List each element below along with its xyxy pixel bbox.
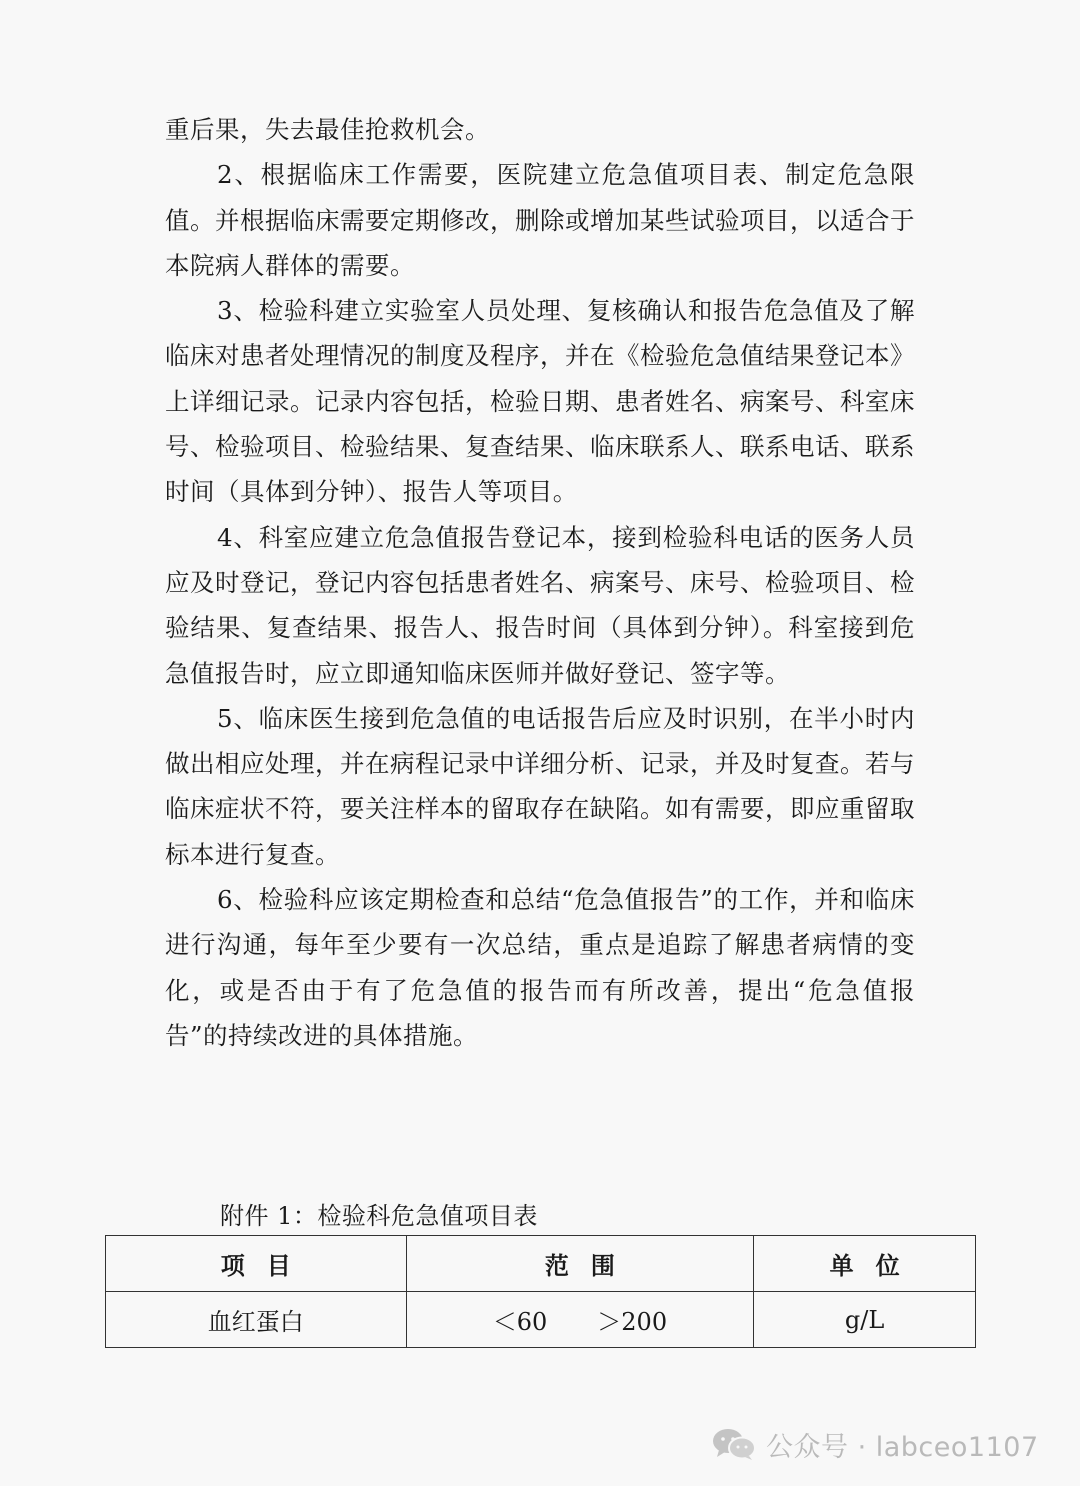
body-text xyxy=(165,107,915,1058)
attachment-title: 附件 1：检验科危急值项目表 xyxy=(220,1202,538,1230)
paragraph-item-5: 5、临床医生接到危急值的电话报告后应及时识别，在半小时内做出相应处理，并在病程记录中详细分析、记录，并及时复查。若与临床症状不符，要关注样本的留取存在缺陷。如有需要，即应重留取标本进行复查。 xyxy=(165,703,915,869)
critical-value-table xyxy=(105,1235,976,1348)
paragraph-continuation: 重后果，失去最佳抢救机会。 xyxy=(165,115,490,144)
header-item: 项目 xyxy=(106,1236,407,1292)
paragraph-item-4: 4、科室应建立危急值报告登记本，接到检验科电话的医务人员应及时登记，登记内容包括患者姓名、病案号、床号、检验项目、检验结果、复查结果、报告人、报告时间（具体到分钟）。科室接到危急值报告时，应立即通知临床医师并做好登记、签字等。 xyxy=(165,522,915,688)
table-header-row xyxy=(106,1236,976,1292)
cell-range xyxy=(406,1292,754,1348)
table-row xyxy=(106,1292,976,1348)
paragraph-item-6: 6、检验科应该定期检查和总结“危急值报告”的工作，并和临床进行沟通，每年至少要有一次总结，重点是追踪了解患者病情的变化，或是否由于有了危急值的报告而有所改善，提出“危急值报告”的持续改进的具体措施。 xyxy=(165,885,915,1050)
paragraph-item-2: 2、根据临床工作需要，医院建立危急值项目表、制定危急限值。并根据临床需要定期修改，删除或增加某些试验项目，以适合于本院病人群体的需要。 xyxy=(165,160,915,280)
watermark-text: 公众号 · labceo1107 xyxy=(766,1431,1039,1463)
range-high: ＞200 xyxy=(597,1308,668,1336)
paragraph-item-3: 3、检验科建立实验室人员处理、复核确认和报告危急值及了解临床对患者处理情况的制度及程序，并在《检验危急值结果登记本》上详细记录。记录内容包括，检验日期、患者姓名、病案号、科室床号、检验项目、检验结果、复查结果、临床联系人、联系电话、联系时间（具体到分钟）、报告人等项目。 xyxy=(165,296,915,507)
wechat-icon xyxy=(712,1427,756,1461)
cell-item: 血红蛋白 xyxy=(106,1292,407,1348)
cell-unit: g/L xyxy=(754,1292,976,1348)
header-unit: 单位 xyxy=(754,1236,976,1292)
watermark xyxy=(712,1424,1039,1464)
range-low: ＜60 xyxy=(492,1308,548,1336)
header-range: 范围 xyxy=(406,1236,754,1292)
